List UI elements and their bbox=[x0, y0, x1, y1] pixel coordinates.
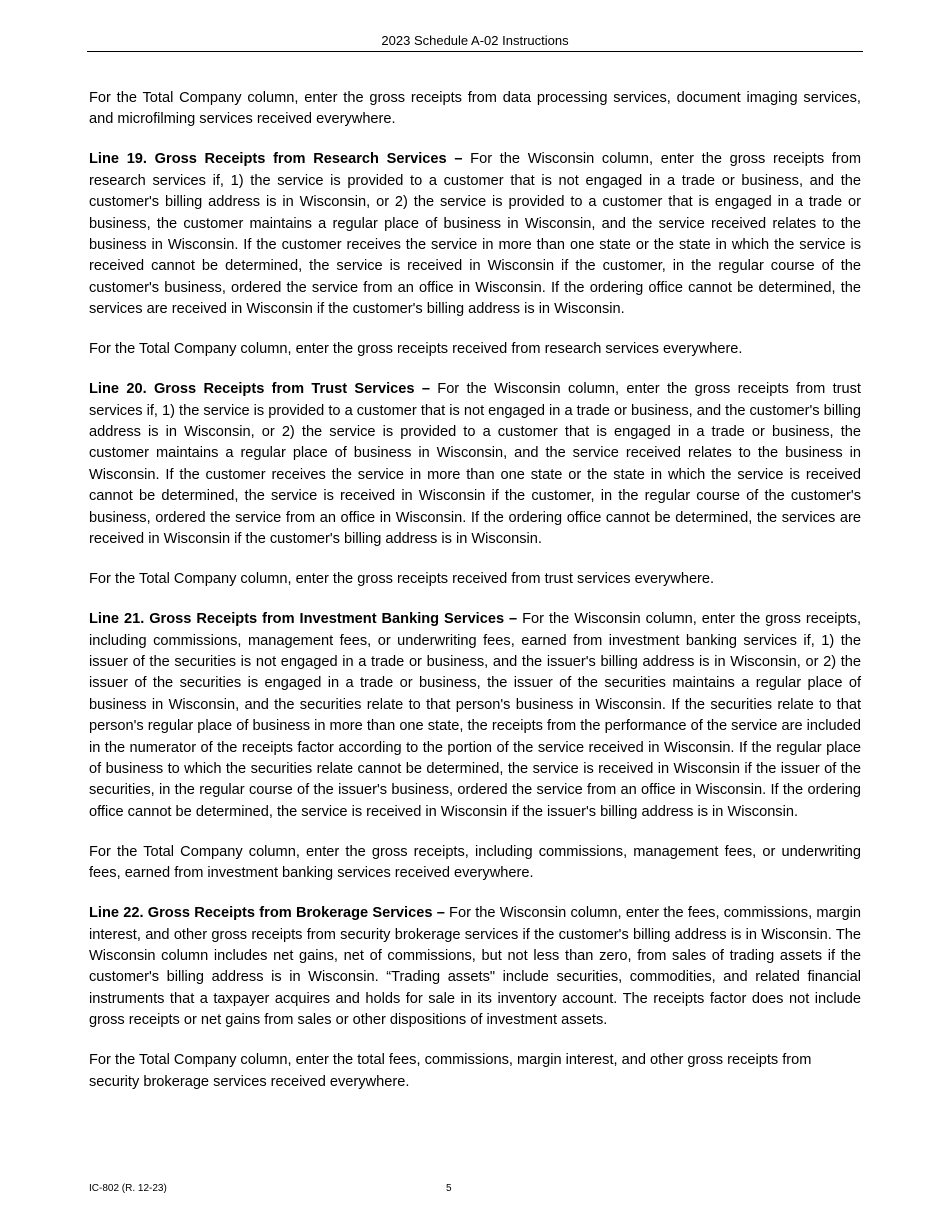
header-title: 2023 Schedule A-02 Instructions bbox=[381, 33, 569, 48]
paragraph-text: For the Wisconsin column, enter the gross receipts from trust services if, 1) the service is provided to a customer that is not engaged in a trade or business, and the customer's billing address is in Wisconsin, or 2) the service is provided to a customer that is engaged in a trade or business, the customer maintains a regular place of business in Wisconsin, and the service received relates to the business in Wisconsin. If the customer receives the service in more than one state or the state in which the service is received cannot be determined, the service is received in Wisconsin if the customer, in the regular course of the customer's business, ordered the service from an office in Wisconsin. If the ordering office cannot be determined, the services are received in Wisconsin if the customer's billing address is in Wisconsin. bbox=[89, 381, 861, 548]
paragraph-text: For the Total Company column, enter the total fees, commissions, margin interest, and other gross receipts from security brokerage services received everywhere. bbox=[89, 1052, 812, 1090]
paragraph-text: For the Total Company column, enter the gross receipts, including commissions, management fees, or underwriting fees, earned from investment banking services received everywhere. bbox=[89, 843, 861, 882]
paragraph-total-company-research bbox=[89, 339, 861, 360]
line-19-heading: Line 19. Gross Receipts from Research Services – bbox=[89, 151, 463, 168]
paragraph-text: For the Total Company column, enter the gross receipts received from trust services everywhere. bbox=[89, 571, 715, 588]
paragraph-text: For the Wisconsin column, enter the gross receipts, including commissions, management fees, or underwriting fees, earned from investment banking services if, 1) the issuer of the securities is not engaged in a trade or business, and the issuer's billing address is in Wisconsin, or 2) the issuer of the securities is engaged in a trade or business, the issuer of the securities maintains a regular place of business in Wisconsin, and the securities relate to that person's business in Wisconsin. If the securities relate to that person's regular place of business in more than one state, the receipts from the performance of the service are included in the numerator of the receipts factor according to the portion of the service received in Wisconsin. If the regular place of business to which the securities relate cannot be determined, the service is received in Wisconsin if the issuer of the securities, in the regular course of the issuer's business, ordered the service from an office in Wisconsin. If the ordering office cannot be determined, the service is received in Wisconsin if the issuer's billing address is in Wisconsin. bbox=[89, 611, 861, 820]
paragraph-line-22 bbox=[89, 903, 861, 1031]
paragraph-text: For the Total Company column, enter the gross receipts from data processing services, document imaging services, and microfilming services received everywhere. bbox=[89, 90, 861, 128]
line-22-heading: Line 22. Gross Receipts from Brokerage Services – bbox=[89, 905, 445, 922]
page-header bbox=[87, 33, 863, 52]
document-body bbox=[89, 88, 861, 1112]
line-21-heading: Line 21. Gross Receipts from Investment Banking Services – bbox=[89, 611, 518, 628]
paragraph-text: For the Wisconsin column, enter the gross receipts from research services if, 1) the service is provided to a customer that is not engaged in a trade or business, and the customer's billing address is in Wisconsin, or 2) the service is provided to a customer that is engaged in a trade or business, the customer maintains a regular place of business in Wisconsin, and the service received relates to the business in Wisconsin. If the customer receives the service in more than one state or the state in which the service is received cannot be determined, the service is received in Wisconsin if the customer, in the regular course of the customer's business, ordered the service from an office in Wisconsin. If the ordering office cannot be determined, the services are received in Wisconsin if the customer's billing address is in Wisconsin. bbox=[89, 151, 861, 318]
paragraph-text: For the Wisconsin column, enter the fees, commissions, margin interest, and other gross receipts from security brokerage services if the customer's billing address is in Wisconsin. The Wisconsin column includes net gains, net of commissions, but not less than zero, from sales of trading assets if the customer's billing address is in Wisconsin. “Trading assets" include securities, commodities, and related financial instruments that a taxpayer acquires and holds for sale in its inventory account. The receipts factor does not include gross receipts or net gains from sales or other dispositions of investment assets. bbox=[89, 905, 861, 1029]
paragraph-line-21 bbox=[89, 609, 861, 823]
line-20-heading: Line 20. Gross Receipts from Trust Services – bbox=[89, 381, 430, 398]
paragraph-total-company-data-processing bbox=[89, 88, 861, 131]
paragraph-total-company-investment-banking bbox=[89, 842, 861, 885]
paragraph-total-company-trust bbox=[89, 569, 861, 590]
paragraph-total-company-brokerage bbox=[89, 1050, 861, 1093]
page-number: 5 bbox=[446, 1183, 452, 1194]
paragraph-line-19 bbox=[89, 149, 861, 320]
paragraph-text: For the Total Company column, enter the gross receipts received from research services everywhere. bbox=[89, 341, 743, 358]
paragraph-line-20 bbox=[89, 379, 861, 550]
form-id: IC-802 (R. 12-23) bbox=[89, 1183, 167, 1194]
